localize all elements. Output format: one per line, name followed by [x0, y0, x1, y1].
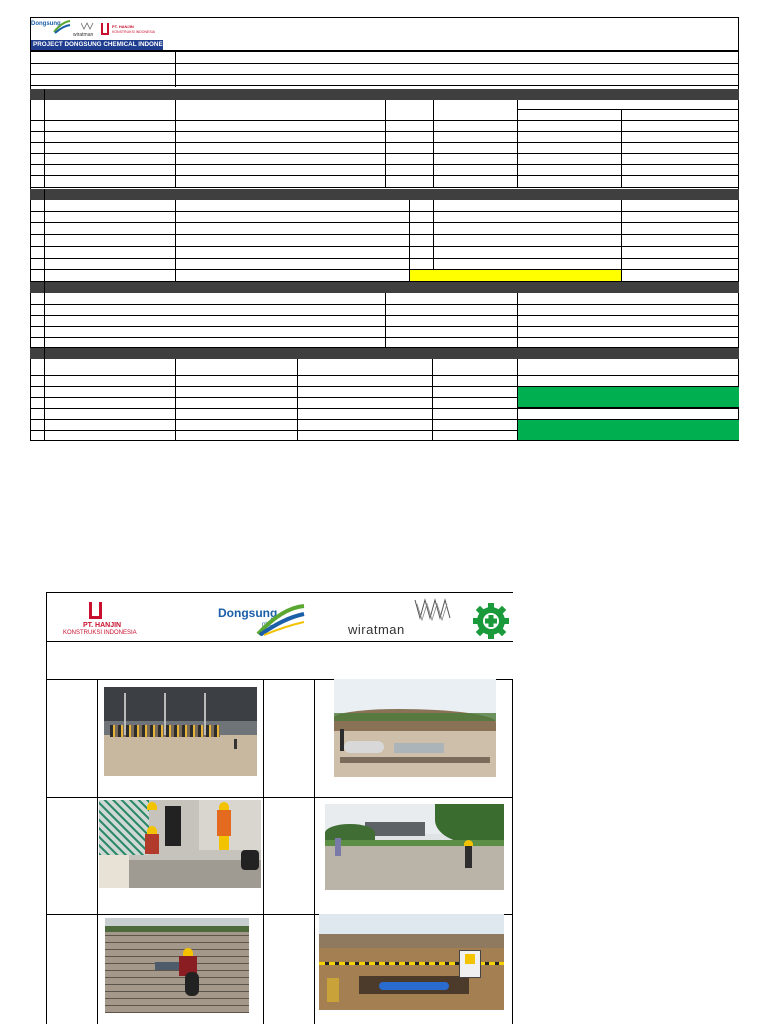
photo-sheet-hanjin-logo: PT. HANJIN KONSTRUKSI INDONESIA — [61, 602, 141, 642]
project-title-bar — [31, 40, 174, 50]
sheet-border — [30, 17, 739, 441]
dongsung-logo: Dongsung — [31, 20, 71, 38]
photo-sheet-dongsung-logo: Dongsung pbc — [218, 604, 308, 638]
highlight-yellow-cell — [410, 270, 621, 281]
wiratman-mark-icon — [81, 22, 95, 30]
hanjin-logo: PT. HANJIN KONSTRUKSI INDONESIA — [101, 23, 163, 39]
photo-site-materials — [334, 679, 496, 777]
dongsung-swoosh-icon — [53, 20, 71, 34]
section-bar-2 — [30, 189, 739, 200]
highlight-green-cell-2 — [518, 419, 739, 440]
wiratman-mark-icon — [414, 598, 454, 622]
hanjin-mark-icon — [89, 602, 102, 619]
wiratman-logo: wiratman — [73, 22, 99, 40]
report-sheet — [30, 17, 739, 441]
photo-excavation-barrier — [319, 914, 504, 1010]
photo-workers-drilling — [99, 800, 261, 888]
section-bar-3 — [30, 282, 739, 293]
section-bar-4 — [30, 348, 739, 359]
dongsung-swoosh-icon — [254, 604, 306, 636]
project-title: PROJECT DONGSUNG CHEMICAL INDONESIA — [33, 41, 174, 48]
photo-road-sweeping — [325, 804, 504, 890]
safety-cross-gear-icon — [472, 602, 510, 640]
section-bar-1 — [30, 89, 739, 100]
header-logo-block — [31, 20, 174, 50]
photo-sheet-wiratman-logo: wiratman — [348, 598, 458, 638]
highlight-green-cell-1 — [518, 386, 739, 408]
photo-warehouse-assembly — [104, 687, 257, 776]
photo-sheet — [46, 592, 513, 1024]
photo-rebar-ground — [105, 918, 249, 1013]
hanjin-mark-icon — [101, 23, 109, 35]
